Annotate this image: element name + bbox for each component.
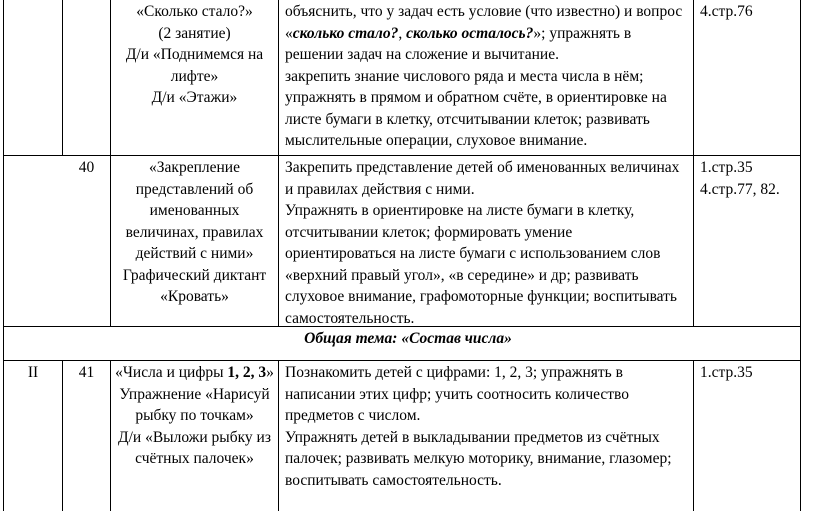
row1-topic-cell bbox=[111, 1, 278, 109]
row-divider-1 bbox=[3, 155, 801, 156]
row1-goals-text: упражнять в прямом и обратном счёте, в ориентировке на bbox=[285, 89, 667, 106]
row2-goals-text: и правилах действия с ними. bbox=[285, 180, 475, 198]
row2-goals-text: самостоятельность. bbox=[285, 309, 415, 327]
row3-topic-line bbox=[111, 384, 278, 406]
row2-topic-line: представлений об bbox=[135, 180, 254, 198]
row1-goals-text: , bbox=[398, 24, 407, 42]
row1-goals-text: сколько стало? bbox=[292, 24, 399, 42]
row2-goals-line bbox=[285, 265, 690, 287]
row1-goals-text: листе бумаги в клетку, отсчитывании клеток; развивать bbox=[285, 110, 650, 128]
row3-goals-text: Упражнять детей в выкладывании предметов из счётных bbox=[285, 428, 660, 446]
row2-topic-line: действий с ними» bbox=[135, 245, 254, 262]
row1-goals-line bbox=[285, 109, 690, 131]
row3-num: 41 bbox=[78, 364, 95, 381]
row1-goals-cell bbox=[285, 1, 690, 152]
row3-ref-line: 1.стр.35 bbox=[700, 364, 753, 381]
row1-goals-text: « bbox=[285, 24, 293, 42]
row2-topic-line: именованных bbox=[149, 202, 240, 219]
section-heading-text: Общая тема: «Состав числа» bbox=[304, 330, 512, 347]
row1-topic-line: Д/и «Поднимемся на bbox=[125, 46, 264, 63]
row1-ref-line: 4.стр.76 bbox=[700, 3, 753, 20]
row3-section-num: II bbox=[27, 364, 39, 381]
row2-goals-text: ориентироваться на листе бумаги с использованием слов bbox=[285, 245, 661, 262]
row2-goals-line bbox=[285, 243, 690, 265]
row3-topic-text: «Числа и цифры bbox=[115, 364, 228, 381]
row1-goals-text: объяснить, что у задач есть условие (что известно) и вопрос bbox=[285, 3, 683, 20]
row1-topic-line: лифте» bbox=[170, 67, 219, 85]
row3-topic-text: 1, 2, 3 bbox=[227, 364, 267, 381]
row2-num: 40 bbox=[78, 159, 95, 176]
row3-goals-line bbox=[285, 362, 690, 384]
row1-goals-line bbox=[285, 44, 690, 66]
row1-goals-line bbox=[285, 130, 690, 152]
row2-topic-cell bbox=[111, 157, 278, 308]
row1-goals-text: решении задач на сложение и вычитание. bbox=[285, 46, 559, 63]
row1-goals-line bbox=[285, 87, 690, 109]
row3-goals-cell bbox=[285, 362, 690, 491]
row2-topic-line: «Закрепление bbox=[149, 159, 240, 176]
row3-topic-text: Упражнение «Нарисуй bbox=[119, 385, 270, 403]
row3-topic-text: » bbox=[266, 364, 274, 381]
row1-topic-line: (2 занятие) bbox=[158, 24, 231, 42]
section-heading bbox=[0, 328, 816, 349]
row2-goals-text: слуховое внимание, графомоторные функции; воспитывать bbox=[285, 288, 678, 305]
row2-topic-line: величинах, правилах bbox=[125, 223, 264, 241]
row3-goals-text: написании этих цифр; учить соотносить количество bbox=[285, 385, 630, 403]
row2-topic-line: «Кровать» bbox=[160, 288, 229, 305]
row1-goals-line bbox=[285, 1, 690, 23]
row1-goals-line bbox=[285, 66, 690, 88]
table-border-col4 bbox=[693, 0, 694, 326]
row1-goals-text: закрепить знание числового ряда и места числа в нём; bbox=[285, 67, 644, 85]
row3-topic-text: Д/и «Выложи рыбку из bbox=[118, 428, 271, 446]
table-border-col3 bbox=[278, 0, 279, 326]
row2-goals-line bbox=[285, 286, 690, 308]
row3-goals-line bbox=[285, 384, 690, 406]
row3-goals-line bbox=[285, 448, 690, 470]
row3-goals-line bbox=[285, 470, 690, 492]
table-border-col4b bbox=[693, 360, 694, 511]
table-border-col3b bbox=[278, 360, 279, 511]
row3-goals-text: Познакомить детей с цифрами: 1, 2, 3; упражнять в bbox=[285, 364, 623, 381]
row2-goals-line bbox=[285, 308, 690, 330]
row3-topic-line bbox=[111, 427, 278, 449]
row3-topic-text: рыбку по точкам» bbox=[135, 407, 254, 424]
row3-goals-text: воспитывать самостоятельность. bbox=[285, 471, 502, 489]
row3-ref-cell bbox=[700, 362, 798, 384]
row-divider-3 bbox=[3, 360, 801, 361]
row2-ref-line: 4.стр.77, 82. bbox=[700, 180, 780, 198]
row1-goals-line bbox=[285, 23, 690, 45]
row1-topic-line: «Сколько стало?» bbox=[136, 3, 253, 20]
row3-goals-text: палочек; развивать мелкую моторику, внимание, глазомер; bbox=[285, 450, 672, 467]
row2-goals-text: «верхний правый угол», «в середине» и др; развивать bbox=[285, 266, 639, 284]
row2-goals-line bbox=[285, 179, 690, 201]
row3-topic-line bbox=[111, 448, 278, 470]
row3-topic-cell bbox=[111, 362, 278, 470]
table-border-left bbox=[3, 0, 4, 511]
row2-goals-text: Упражнять в ориентировке на листе бумаги в клетку, bbox=[285, 202, 635, 219]
row3-section-cell bbox=[4, 362, 62, 384]
row1-ref-cell bbox=[700, 1, 798, 23]
row1-goals-text: »; упражнять в bbox=[533, 24, 632, 42]
row3-goals-line bbox=[285, 427, 690, 449]
row1-goals-text: мыслительные операции, слуховое внимание. bbox=[285, 132, 588, 149]
row2-ref-cell bbox=[700, 157, 798, 200]
row1-goals-text: сколько осталось? bbox=[406, 24, 534, 42]
row3-topic-line bbox=[111, 362, 278, 384]
row3-num-cell bbox=[63, 362, 110, 384]
row3-topic-text: счётных палочек» bbox=[135, 450, 254, 467]
row2-goals-cell bbox=[285, 157, 690, 329]
row1-topic-line: Д/и «Этажи» bbox=[151, 89, 238, 106]
table-border-right bbox=[800, 0, 801, 511]
row2-ref-line: 1.стр.35 bbox=[700, 159, 753, 176]
row2-goals-line bbox=[285, 200, 690, 222]
row3-goals-line bbox=[285, 405, 690, 427]
row2-goals-text: отсчитывании клеток; формировать умение bbox=[285, 223, 573, 241]
row2-topic-line: Графический диктант bbox=[122, 266, 267, 284]
row3-topic-line bbox=[111, 405, 278, 427]
table-border-col1 bbox=[62, 0, 63, 155]
row2-goals-text: Закрепить представление детей об именованных величинах bbox=[285, 159, 680, 176]
row2-num-cell bbox=[63, 157, 110, 179]
row2-goals-line bbox=[285, 157, 690, 179]
row3-goals-text: предметов с числом. bbox=[285, 407, 421, 424]
row2-goals-line bbox=[285, 222, 690, 244]
